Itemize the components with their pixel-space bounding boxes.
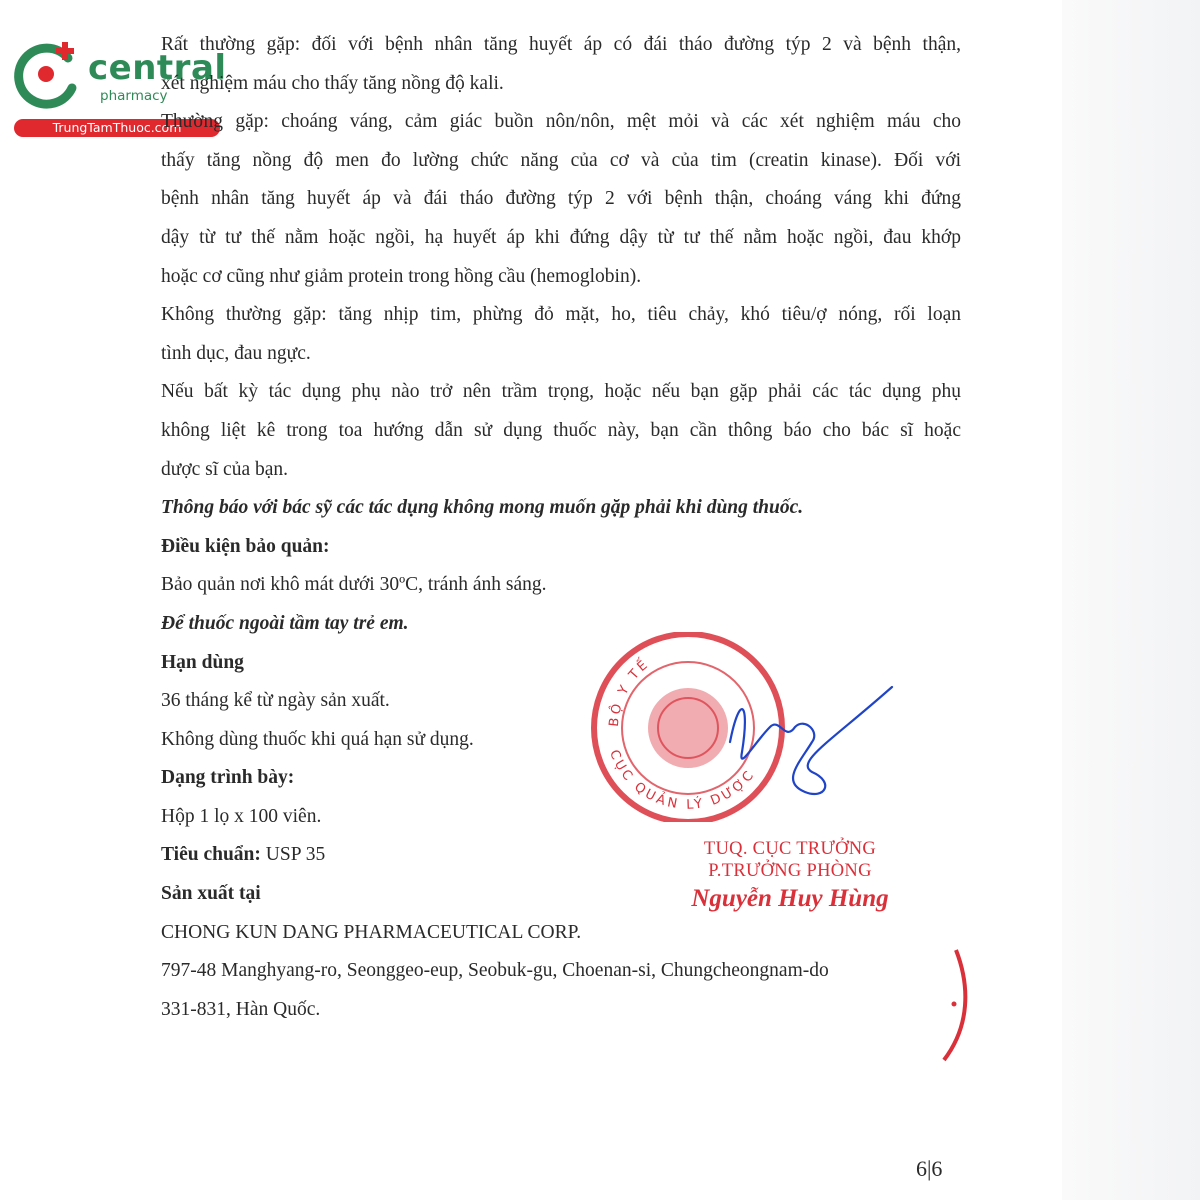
adverse-effects-notice: Thông báo với bác sỹ các tác dụng không mong muốn gặp phải khi dùng thuốc.: [161, 497, 804, 519]
para-2-line-4: dậy từ tư thế nằm hoặc ngồi, hạ huyết áp khi đứng dậy từ tư thế nằm hoặc ngồi, đau khớp: [161, 226, 961, 248]
stamp-top-text: BỘ Y TẾ: [606, 656, 653, 728]
storage-text: Bảo quản nơi khô mát dưới 30ºC, tránh ánh sáng.: [161, 574, 547, 596]
para-1-line-1: Rất thường gặp: đối với bệnh nhân tăng huyết áp có đái tháo đường týp 2 và bệnh thận,: [161, 34, 961, 55]
page-number: 6|6: [916, 1156, 943, 1181]
approval-title-1: TUQ. CỤC TRƯỞNG: [703, 839, 877, 859]
para-1-line-2: xét nghiệm máu cho thấy tăng nồng độ kali.: [161, 72, 504, 94]
form-heading: Dạng trình bày:: [161, 767, 295, 789]
address-line-2: 331-831, Hàn Quốc.: [161, 998, 321, 1020]
logo-brand: central: [88, 48, 227, 88]
storage-heading: Điều kiện bảo quản:: [161, 535, 330, 557]
form-text: Hộp 1 lọ x 100 viên.: [161, 805, 322, 827]
para-4-line-2: không liệt kê trong toa hướng dẫn sử dụng thuốc này, bạn cần thông báo cho bác sĩ hoặc: [161, 419, 961, 441]
stamp-edge-fragment: [934, 946, 974, 1066]
para-2-line-3: bệnh nhân tăng huyết áp và đái tháo đường týp 2 với bệnh thận, choáng váng khi đứng: [161, 188, 961, 210]
para-2-line-2: thấy tăng nồng độ men đo lường chức năng của cơ và của tim (creatin kinase). Đối với: [161, 149, 961, 171]
standard-heading: Tiêu chuẩn:: [161, 844, 261, 866]
address-line-1: 797-48 Manghyang-ro, Seonggeo-eup, Seobuk-gu, Choenan-si, Chungcheongnam-do: [161, 960, 829, 982]
stamp-bottom-text: CỤC QUẢN LÝ DƯỢC: [606, 747, 759, 813]
para-4-line-1: Nếu bất kỳ tác dụng phụ nào trở nên trầm trọng, hoặc nếu bạn gặp phải các tác dụng phụ: [161, 381, 961, 403]
page-edge-shadow: [1062, 0, 1200, 1200]
official-stamp: [580, 632, 900, 822]
approval-block: [660, 838, 920, 916]
expiry-line-2: Không dùng thuốc khi quá hạn sử dụng.: [161, 728, 474, 750]
logo-website-bar: TrungTamThuoc.com: [14, 119, 220, 137]
children-warning: Để thuốc ngoài tầm tay trẻ em.: [161, 612, 409, 634]
para-4-line-3: dược sĩ của bạn.: [161, 458, 289, 480]
manufacturer-name: CHONG KUN DANG PHARMACEUTICAL CORP.: [161, 921, 582, 943]
expiry-heading: Hạn dùng: [161, 651, 244, 673]
para-3-line-2: tình dục, đau ngực.: [161, 342, 311, 364]
expiry-line-1: 36 tháng kể từ ngày sản xuất.: [161, 690, 390, 712]
para-2-line-1: Thường gặp: choáng váng, cảm giác buồn nôn/nôn, mệt mỏi và các xét nghiệm máu cho: [161, 111, 961, 133]
para-3-line-1: Không thường gặp: tăng nhịp tim, phừng đỏ mặt, ho, tiêu chảy, khó tiêu/ợ nóng, rối loạn: [161, 304, 961, 326]
logo-subtitle: pharmacy: [100, 88, 168, 104]
standard-value: USP 35: [265, 844, 326, 866]
manufacturer-heading: Sản xuất tại: [161, 883, 261, 905]
pharmacy-cross-icon: [10, 36, 90, 116]
approval-signer-name: Nguyễn Huy Hùng: [691, 885, 889, 912]
emblem-icon: [648, 688, 728, 768]
para-2-line-5: hoặc cơ cũng như giảm protein trong hồng cầu (hemoglobin).: [161, 265, 642, 287]
approval-title-2: P.TRƯỞNG PHÒNG: [708, 861, 872, 881]
